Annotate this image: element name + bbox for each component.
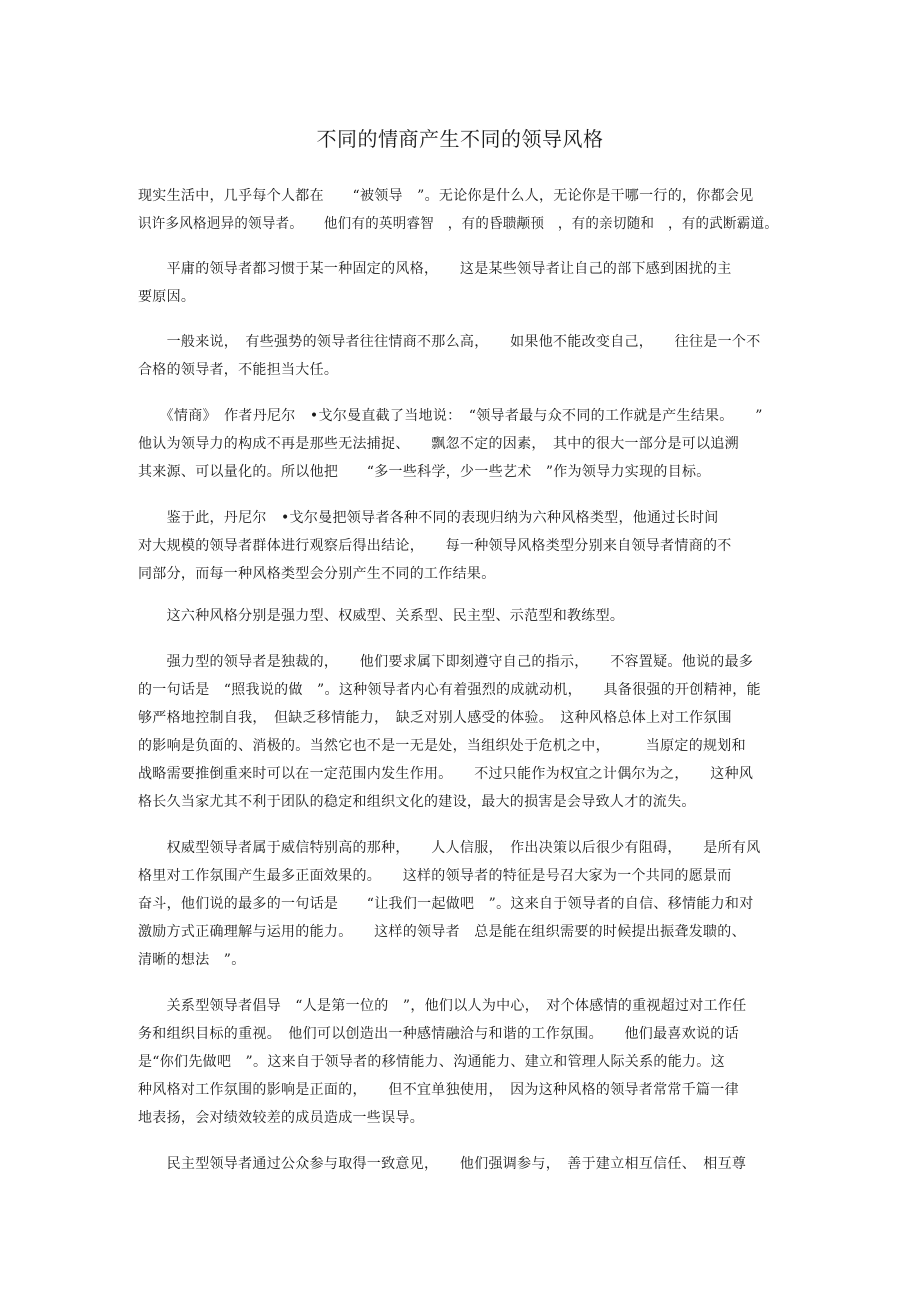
paragraph-9-line-3: 是“你们先做吧 ”。这来自于领导者的移情能力、沟通能力、建立和管理人际关系的能力。这 [138, 1054, 725, 1070]
paragraph-4-line-1: 《情商》 作者丹尼尔 •戈尔曼直截了当地说： “领导者最与众不同的工作就是产生结果。 ” [138, 408, 763, 424]
document-title: 不同的情商产生不同的领导风格 [316, 127, 604, 151]
paragraph-9-line-1: 关系型领导者倡导 “人是第一位的 ”，他们以人为中心， 对个体感情的重视超过对工作任 [138, 998, 747, 1014]
paragraph-5-line-2: 对大规模的领导者群体进行观察后得出结论， 每一种领导风格类型分别来自领导者情商的不 [138, 538, 732, 554]
paragraph-9-line-5: 地表扬，会对绩效较差的成员造成一些误导。 [138, 1110, 424, 1126]
paragraph-4-line-3: 其来源、可以量化的。所以他把 “多一些科学，少一些艺术 ”作为领导力实现的目标。 [138, 464, 711, 480]
paragraph-8-line-4: 激励方式正确理解与运用的能力。 这样的领导者 总是能在组织需要的时候提出振聋发聩的、 [138, 924, 746, 940]
paragraph-5-line-3: 同部分，而每一种风格类型会分别产生不同的工作结果。 [138, 566, 496, 582]
paragraph-1-line-2: 识许多风格迥异的领导者。 他们有的英明睿智 ，有的昏聩颟顸 ，有的亲切随和 ，有的武断霸道。 [138, 216, 779, 232]
paragraph-4-line-2: 他认为领导力的构成不再是那些无法捕捉、 飘忽不定的因素， 其中的很大一部分是可以追溯 [138, 436, 739, 452]
paragraph-10-line-1: 民主型领导者通过公众参与取得一致意见， 他们强调参与， 善于建立相互信任、 相互尊 [138, 1156, 747, 1172]
paragraph-9-line-2: 务和组织目标的重视。 他们可以创造出一种感情融洽与和谐的工作氛围。 他们最喜欢说的话 [138, 1026, 739, 1042]
paragraph-5-line-1: 鉴于此，丹尼尔 •戈尔曼把领导者各种不同的表现归纳为六种风格类型，他通过长时间 [138, 510, 719, 526]
paragraph-8-line-2: 格里对工作氛围产生最多正面效果的。 这样的领导者的特征是号召大家为一个共同的愿景而 [138, 868, 732, 884]
paragraph-7-line-3: 够严格地控制自我， 但缺乏移情能力， 缺乏对别人感受的体验。 这种风格总体上对工作氛围 [138, 710, 732, 726]
paragraph-8-line-5: 清晰的想法 ”。 [138, 952, 246, 968]
paragraph-8-line-1: 权威型领导者属于威信特别高的那种， 人人信服， 作出决策以后很少有阻碍， 是所有风 [138, 840, 761, 856]
paragraph-7-line-4: 的影响是负面的、消极的。当然它也不是一无是处，当组织处于危机之中， 当原定的规划和 [138, 738, 746, 754]
paragraph-2-line-1: 平庸的领导者都习惯于某一种固定的风格， 这是某些领导者让自己的部下感到困扰的主 [138, 261, 732, 277]
paragraph-9-line-4: 种风格对工作氛围的影响是正面的， 但不宜单独使用， 因为这种风格的领导者常常千篇一律 [138, 1082, 739, 1098]
paragraph-8-line-3: 奋斗，他们说的最多的一句话是 “让我们一起做吧 ”。这来自于领导者的自信、移情能力和对 [138, 896, 754, 912]
paragraph-1-line-1: 现实生活中，几乎每个人都在 “被领导 ”。无论你是什么人，无论你是干哪一行的，你都会见 [138, 188, 754, 204]
paragraph-3-line-2: 合格的领导者，不能担当大任。 [138, 362, 339, 378]
paragraph-3-line-1: 一般来说， 有些强势的领导者往往情商不那么高， 如果他不能改变自己， 往往是一个不 [138, 334, 761, 350]
paragraph-7-line-1: 强力型的领导者是独裁的， 他们要求属下即刻遵守自己的指示， 不容置疑。他说的最多 [138, 654, 754, 670]
paragraph-7-line-6: 格长久当家尤其不利于团队的稳定和组织文化的建设，最大的损害是会导致人才的流失。 [138, 794, 696, 810]
paragraph-7-line-5: 战略需要推倒重来时可以在一定范围内发生作用。 不过只能作为权宜之计偶尔为之， 这种风 [138, 766, 754, 782]
paragraph-2-line-2: 要原因。 [138, 289, 196, 305]
paragraph-7-line-2: 的一句话是 “照我说的做 ”。这种领导者内心有着强烈的成就动机， 具备很强的开创精神，能 [138, 682, 761, 698]
paragraph-6-line-1: 这六种风格分别是强力型、权威型、关系型、民主型、示范型和教练型。 [138, 608, 625, 624]
